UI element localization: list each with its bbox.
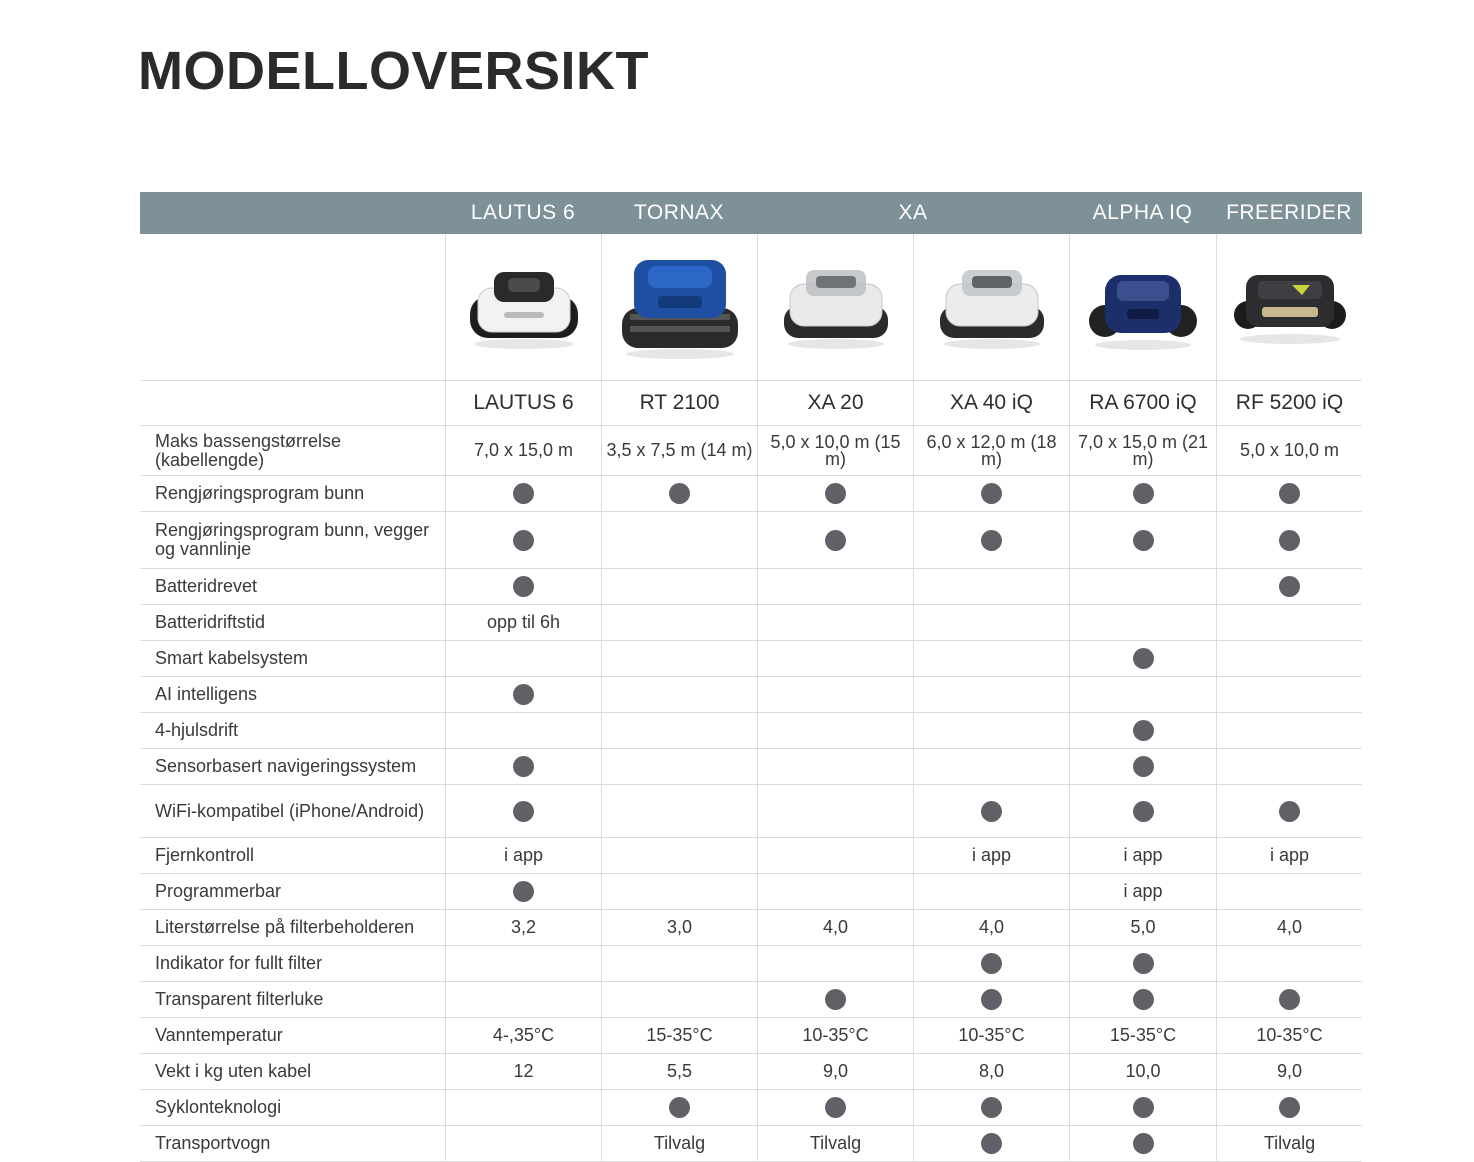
feature-value-cell: 4,0 — [913, 910, 1069, 945]
feature-value-cell — [913, 749, 1069, 784]
feature-row — [140, 1054, 1362, 1090]
feature-label: Sensorbasert navigeringssystem — [155, 756, 417, 776]
feature-value-cell: 10-35°C — [757, 1018, 913, 1053]
feature-value-cell: 15-35°C — [601, 1018, 757, 1053]
feature-value-cell — [445, 641, 601, 676]
feature-label: Literstørrelse på filterbeholderen — [155, 917, 415, 937]
product-image-lautus-6 — [445, 234, 601, 380]
feature-label: Maks bassengstørrelse (kabellengde) — [155, 430, 342, 470]
feature-label: Vanntemperatur — [155, 1025, 283, 1045]
feature-value-cell: 6,0 x 12,0 m (18 m) — [913, 426, 1069, 475]
feature-row — [140, 982, 1362, 1018]
feature-value-cell — [601, 641, 757, 676]
header-group-freerider: FREERIDER — [1226, 201, 1352, 224]
feature-dot-cell — [1069, 946, 1216, 981]
feature-value-cell — [757, 677, 913, 712]
filled-circle-icon — [513, 530, 534, 551]
feature-dot-cell — [757, 1090, 913, 1125]
feature-value-cell — [1216, 677, 1362, 712]
feature-value-cell — [601, 749, 757, 784]
feature-row — [140, 874, 1362, 910]
feature-label: Vekt i kg uten kabel — [155, 1061, 312, 1081]
header-group-lautus: LAUTUS 6 — [470, 201, 576, 224]
filled-circle-icon — [825, 530, 846, 551]
feature-dot-cell — [913, 476, 1069, 511]
feature-value-cell — [445, 1090, 601, 1125]
filled-circle-icon — [1133, 1133, 1154, 1154]
product-image-rf-5200-iq — [1216, 234, 1362, 380]
feature-dot-cell — [445, 476, 601, 511]
feature-row — [140, 569, 1362, 605]
feature-value-cell: 15-35°C — [1069, 1018, 1216, 1053]
feature-label: Transportvogn — [155, 1133, 271, 1153]
feature-value-cell — [757, 641, 913, 676]
feature-value-cell — [757, 569, 913, 604]
feature-value-cell — [1069, 569, 1216, 604]
feature-value-cell: 4,0 — [1216, 910, 1362, 945]
feature-value-cell — [1216, 641, 1362, 676]
feature-row — [140, 785, 1362, 838]
feature-value-cell — [601, 512, 757, 568]
feature-value-cell: Tilvalg — [601, 1126, 757, 1161]
feature-row — [140, 910, 1362, 946]
feature-value-cell — [1069, 605, 1216, 640]
filled-circle-icon — [1133, 1097, 1154, 1118]
feature-value-cell — [1216, 605, 1362, 640]
filled-circle-icon — [513, 881, 534, 902]
filled-circle-icon — [1279, 483, 1300, 504]
feature-label: Indikator for fullt filter — [155, 953, 323, 973]
feature-dot-cell — [601, 476, 757, 511]
filled-circle-icon — [669, 1097, 690, 1118]
feature-dot-cell — [1069, 476, 1216, 511]
feature-value-cell: opp til 6h — [445, 605, 601, 640]
feature-value-cell: 10,0 — [1069, 1054, 1216, 1089]
feature-value-cell: i app — [1069, 874, 1216, 909]
feature-dot-cell — [1069, 641, 1216, 676]
feature-dot-cell — [1216, 512, 1362, 568]
feature-dot-cell — [1216, 1090, 1362, 1125]
feature-value-cell: i app — [1069, 838, 1216, 873]
feature-dot-cell — [1069, 749, 1216, 784]
feature-value-cell: i app — [445, 838, 601, 873]
feature-label: Transparent filterluke — [155, 989, 324, 1009]
feature-row — [140, 1126, 1362, 1162]
feature-dot-cell — [1069, 1126, 1216, 1161]
feature-value-cell: 9,0 — [757, 1054, 913, 1089]
feature-value-cell: 5,0 — [1069, 910, 1216, 945]
feature-value-cell — [445, 982, 601, 1017]
feature-value-cell: 5,5 — [601, 1054, 757, 1089]
feature-label: WiFi-kompatibel (iPhone/Android) — [155, 800, 425, 821]
feature-dot-cell — [445, 749, 601, 784]
model-name-row — [140, 381, 1362, 426]
page-title: MODELLOVERSIKT — [138, 41, 650, 101]
product-image-xa-20 — [757, 234, 913, 380]
filled-circle-icon — [1133, 530, 1154, 551]
feature-value-cell: 4,0 — [757, 910, 913, 945]
feature-dot-cell — [913, 946, 1069, 981]
filled-circle-icon — [981, 1097, 1002, 1118]
model-name: RF 5200 iQ — [1216, 381, 1362, 425]
filled-circle-icon — [825, 989, 846, 1010]
feature-row — [140, 605, 1362, 641]
feature-value-cell — [1069, 677, 1216, 712]
model-name: LAUTUS 6 — [445, 381, 601, 425]
filled-circle-icon — [1133, 801, 1154, 822]
filled-circle-icon — [513, 483, 534, 504]
header-group-tornax: TORNAX — [633, 201, 725, 224]
feature-value-cell — [913, 677, 1069, 712]
filled-circle-icon — [1279, 989, 1300, 1010]
feature-value-cell: i app — [1216, 838, 1362, 873]
feature-dot-cell — [445, 512, 601, 568]
feature-dot-cell — [445, 785, 601, 837]
filled-circle-icon — [981, 989, 1002, 1010]
feature-value-cell — [913, 641, 1069, 676]
feature-dot-cell — [601, 1090, 757, 1125]
feature-value-cell — [757, 946, 913, 981]
feature-value-cell: 5,0 x 10,0 m (15 m) — [757, 426, 913, 475]
feature-value-cell — [913, 874, 1069, 909]
feature-value-cell: 10-35°C — [913, 1018, 1069, 1053]
feature-dot-cell — [1069, 713, 1216, 748]
feature-value-cell — [601, 874, 757, 909]
filled-circle-icon — [1279, 530, 1300, 551]
table-header — [140, 192, 1362, 234]
filled-circle-icon — [981, 483, 1002, 504]
filled-circle-icon — [1133, 953, 1154, 974]
feature-value-cell: i app — [913, 838, 1069, 873]
feature-value-cell: 12 — [445, 1054, 601, 1089]
feature-dot-cell — [1069, 785, 1216, 837]
filled-circle-icon — [981, 953, 1002, 974]
filled-circle-icon — [981, 1133, 1002, 1154]
feature-value-cell — [1216, 946, 1362, 981]
filled-circle-icon — [513, 756, 534, 777]
feature-value-cell — [445, 713, 601, 748]
filled-circle-icon — [981, 530, 1002, 551]
feature-dot-cell — [1069, 982, 1216, 1017]
feature-dot-cell — [1216, 982, 1362, 1017]
feature-label: Syklonteknologi — [155, 1097, 282, 1117]
model-name: RA 6700 iQ — [1069, 381, 1216, 425]
feature-label: 4-hjulsdrift — [155, 720, 239, 740]
feature-value-cell — [757, 874, 913, 909]
feature-value-cell — [601, 946, 757, 981]
product-image-row — [140, 234, 1362, 381]
feature-label: Batteridriftstid — [155, 612, 266, 632]
feature-dot-cell — [913, 512, 1069, 568]
filled-circle-icon — [1133, 648, 1154, 669]
model-name-spacer — [140, 381, 445, 425]
feature-dot-cell — [1216, 785, 1362, 837]
feature-value-cell: 9,0 — [1216, 1054, 1362, 1089]
model-comparison-table — [140, 192, 1362, 1162]
feature-row — [140, 749, 1362, 785]
product-image-xa-40-iq — [913, 234, 1069, 380]
feature-value-cell — [1216, 749, 1362, 784]
feature-label: AI intelligens — [155, 684, 258, 704]
feature-dot-cell — [757, 476, 913, 511]
feature-dot-cell — [445, 569, 601, 604]
feature-value-cell — [601, 982, 757, 1017]
feature-dot-cell — [1069, 1090, 1216, 1125]
feature-value-cell — [601, 785, 757, 837]
feature-value-cell — [757, 749, 913, 784]
feature-row — [140, 426, 1362, 476]
feature-label: Batteridrevet — [155, 576, 258, 596]
image-row-spacer — [140, 234, 445, 380]
feature-dot-cell — [1216, 476, 1362, 511]
feature-value-cell — [1216, 713, 1362, 748]
filled-circle-icon — [1133, 756, 1154, 777]
model-name: XA 20 — [757, 381, 913, 425]
feature-value-cell — [601, 838, 757, 873]
feature-value-cell: 3,0 — [601, 910, 757, 945]
feature-row — [140, 512, 1362, 569]
feature-value-cell: Tilvalg — [757, 1126, 913, 1161]
feature-value-cell — [757, 838, 913, 873]
feature-value-cell: 4-,35°C — [445, 1018, 601, 1053]
filled-circle-icon — [1133, 483, 1154, 504]
feature-dot-cell — [757, 512, 913, 568]
feature-label: Rengjøringsprogram bunn — [155, 483, 365, 503]
filled-circle-icon — [513, 684, 534, 705]
feature-label: Smart kabelsystem — [155, 648, 309, 668]
feature-value-cell — [445, 1126, 601, 1161]
feature-value-cell — [601, 605, 757, 640]
feature-row — [140, 641, 1362, 677]
header-group-xa: XA — [898, 201, 928, 224]
feature-dot-cell — [913, 785, 1069, 837]
feature-value-cell: 8,0 — [913, 1054, 1069, 1089]
feature-label: Programmerbar — [155, 881, 282, 901]
feature-dot-cell — [1069, 512, 1216, 568]
feature-value-cell: 5,0 x 10,0 m — [1216, 426, 1362, 475]
filled-circle-icon — [1279, 576, 1300, 597]
feature-value-cell — [757, 713, 913, 748]
feature-value-cell: Tilvalg — [1216, 1126, 1362, 1161]
feature-value-cell — [913, 713, 1069, 748]
feature-row — [140, 677, 1362, 713]
feature-value-cell: 10-35°C — [1216, 1018, 1362, 1053]
feature-rows — [140, 426, 1362, 1162]
filled-circle-icon — [669, 483, 690, 504]
feature-dot-cell — [757, 982, 913, 1017]
model-name: XA 40 iQ — [913, 381, 1069, 425]
feature-value-cell — [601, 677, 757, 712]
feature-row — [140, 946, 1362, 982]
filled-circle-icon — [513, 801, 534, 822]
feature-row — [140, 1018, 1362, 1054]
feature-value-cell: 3,5 x 7,5 m (14 m) — [601, 426, 757, 475]
feature-row — [140, 1090, 1362, 1126]
header-group-alpha-iq: ALPHA IQ — [1092, 201, 1193, 224]
feature-value-cell — [913, 569, 1069, 604]
feature-dot-cell — [913, 982, 1069, 1017]
feature-dot-cell — [445, 677, 601, 712]
feature-row — [140, 838, 1362, 874]
feature-value-cell: 7,0 x 15,0 m — [445, 426, 601, 475]
feature-label: Fjernkontroll — [155, 845, 255, 865]
filled-circle-icon — [825, 1097, 846, 1118]
feature-dot-cell — [913, 1090, 1069, 1125]
filled-circle-icon — [981, 801, 1002, 822]
feature-value-cell — [757, 785, 913, 837]
feature-value-cell — [913, 605, 1069, 640]
feature-dot-cell — [913, 1126, 1069, 1161]
model-name: RT 2100 — [601, 381, 757, 425]
feature-dot-cell — [1216, 569, 1362, 604]
feature-row — [140, 476, 1362, 512]
filled-circle-icon — [1133, 989, 1154, 1010]
feature-label: Rengjøringsprogram bunn, vegger og vannlinje — [155, 520, 430, 559]
feature-dot-cell — [445, 874, 601, 909]
filled-circle-icon — [513, 576, 534, 597]
feature-value-cell — [1216, 874, 1362, 909]
feature-row — [140, 713, 1362, 749]
feature-value-cell — [445, 946, 601, 981]
product-image-rt-2100 — [601, 234, 757, 380]
filled-circle-icon — [1279, 801, 1300, 822]
feature-value-cell: 7,0 x 15,0 m (21 m) — [1069, 426, 1216, 475]
filled-circle-icon — [825, 483, 846, 504]
feature-value-cell — [601, 569, 757, 604]
feature-value-cell — [757, 605, 913, 640]
feature-value-cell — [601, 713, 757, 748]
feature-value-cell: 3,2 — [445, 910, 601, 945]
filled-circle-icon — [1279, 1097, 1300, 1118]
filled-circle-icon — [1133, 720, 1154, 741]
product-image-ra-6700-iq — [1069, 234, 1216, 380]
